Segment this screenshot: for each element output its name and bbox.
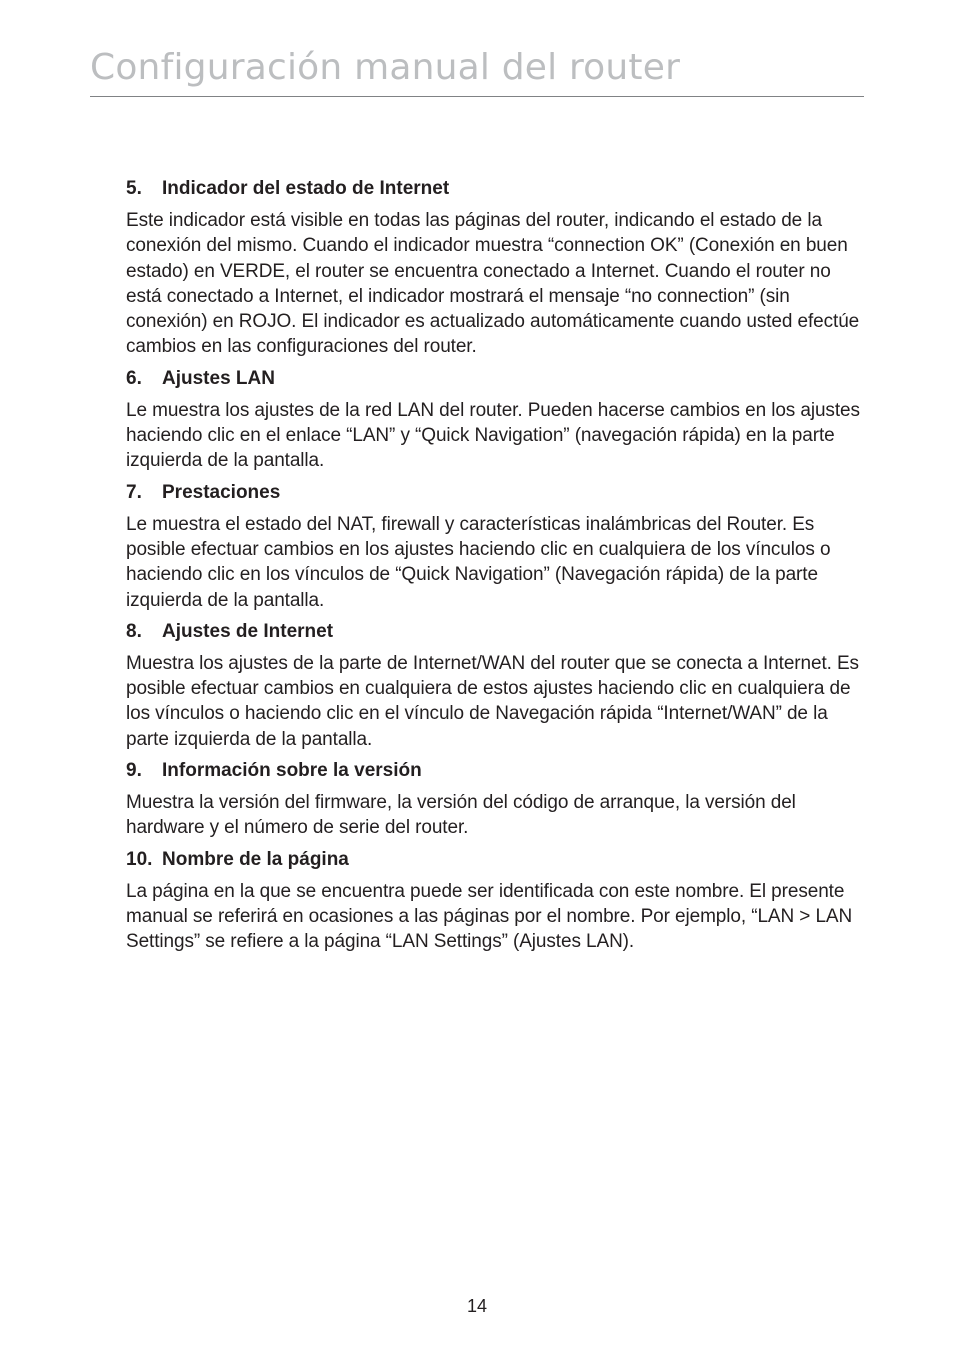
section-heading xyxy=(126,619,861,645)
section-title: Indicador del estado de Internet xyxy=(162,178,450,199)
page-number: 14 xyxy=(466,1296,488,1316)
section-version-info xyxy=(126,758,861,841)
section-text: Le muestra el estado del NAT, firewall y características inalámbricas del Router. Es posible efectuar cambios en los ajustes haciendo clic en cualquiera de los vínculos o haciendo clic en los vínculos de “Quick Navigation” (Navegación rápida) de la parte izquierda de la pantalla. xyxy=(126,513,831,611)
section-heading xyxy=(126,758,861,784)
section-text: Este indicador está visible en todas las páginas del router, indicando el estado de la conexión del mismo. Cuando el indicador muestra “connection OK” (Conexión en buen estado) en VERDE, el router se encuentra conectado a Internet. Cuando el router no está conectado a Internet, el indicador mostrará el mensaje “no connection” (sin conexión) en ROJO. El indicador es actualizado automáticamente cuando usted efectúe cambios en las configuraciones del router. xyxy=(126,210,860,358)
section-title: Ajustes de Internet xyxy=(162,620,334,642)
section-number: 8. xyxy=(126,620,142,642)
page-title: Configuración manual del router xyxy=(90,47,681,88)
section-text: Le muestra los ajustes de la red LAN del router. Pueden hacerse cambios en los ajustes haciendo clic en el enlace “LAN” y “Quick Navigation” (navegación rápida) en la parte izquierda de la pantalla. xyxy=(126,399,860,472)
section-features xyxy=(126,480,861,613)
section-heading xyxy=(126,480,861,506)
section-internet-status xyxy=(126,176,861,360)
section-internet-settings xyxy=(126,619,861,752)
section-number: 5. xyxy=(126,178,142,199)
section-title: Nombre de la página xyxy=(162,848,349,870)
title-divider xyxy=(90,96,864,97)
section-number: 10. xyxy=(126,848,153,870)
section-number: 7. xyxy=(126,481,142,503)
section-lan-settings xyxy=(126,366,861,474)
section-title: Prestaciones xyxy=(162,481,281,503)
section-title: Ajustes LAN xyxy=(162,367,275,389)
section-number: 6. xyxy=(126,367,142,389)
content-body xyxy=(126,176,861,961)
section-title: Información sobre la versión xyxy=(162,760,422,782)
section-heading xyxy=(126,847,861,873)
section-text: Muestra los ajustes de la parte de Internet/WAN del router que se conecta a Internet. Es posible efectuar cambios en cualquiera de estos ajustes haciendo clic en cualquiera de los vínculos o haciendo clic en el vínculo de Navegación rápida “Internet/WAN” de la parte izquierda de la pantalla. xyxy=(126,652,859,750)
section-heading xyxy=(126,366,861,392)
section-text: La página en la que se encuentra puede ser identificada con este nombre. El presente manual se referirá en ocasiones a las páginas por el nombre. Por ejemplo, “LAN > LAN Settings” se refiere a la página “LAN Settings” (Ajustes LAN). xyxy=(126,880,853,953)
section-heading xyxy=(126,176,861,202)
section-number: 9. xyxy=(126,760,142,782)
section-text: Muestra la versión del firmware, la versión del código de arranque, la versión del hardware y el número de serie del router. xyxy=(126,792,796,839)
section-page-name xyxy=(126,847,861,955)
